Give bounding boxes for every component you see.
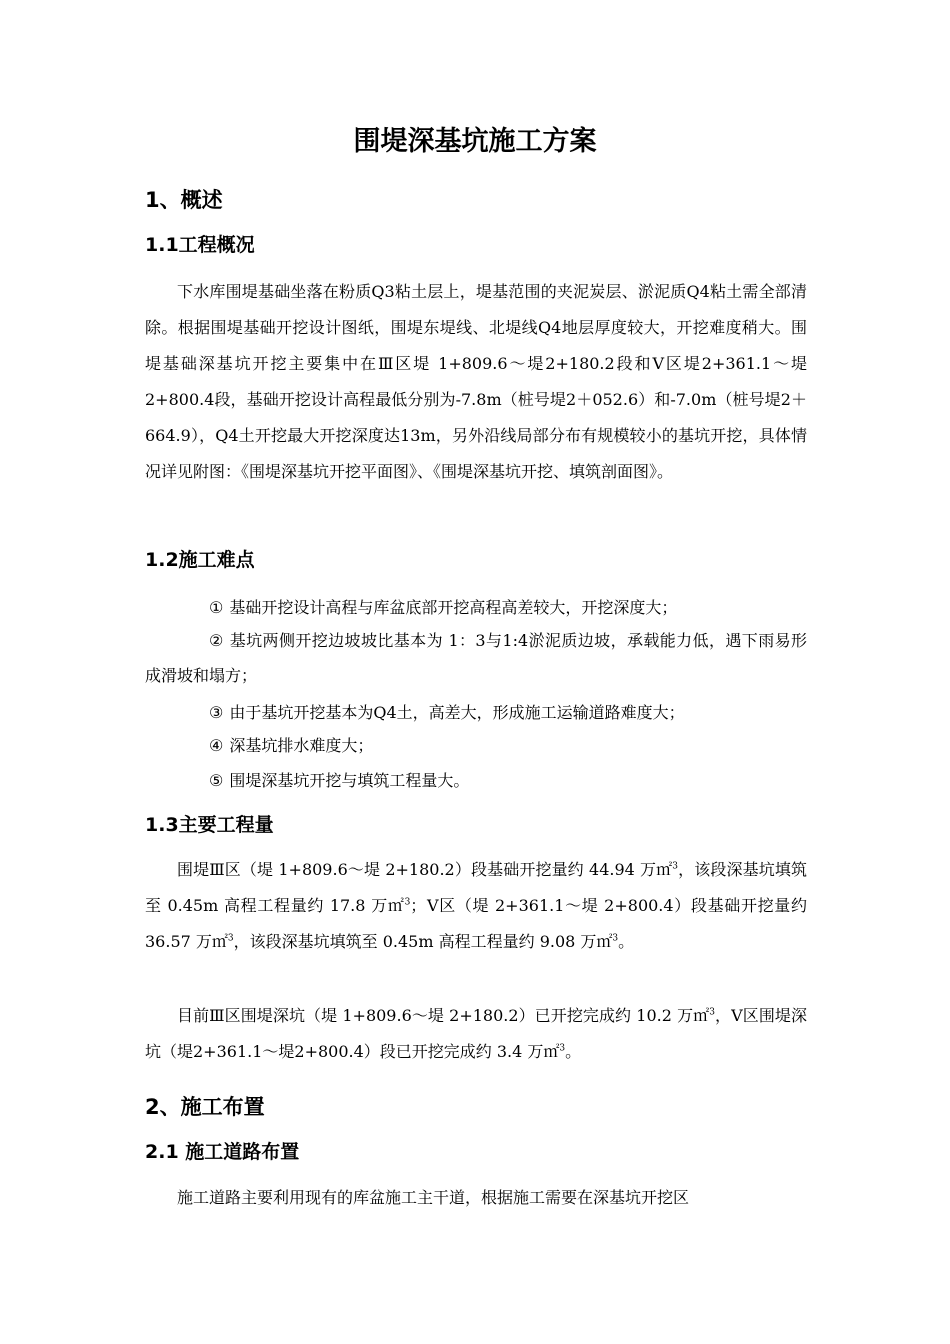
- difficulty-item-5: [145, 763, 807, 798]
- item-number: ⑤: [209, 771, 224, 790]
- section-1-3-heading: 1.3主要工程量: [145, 814, 274, 836]
- difficulty-item-1: [145, 590, 807, 625]
- item-number: ②: [209, 631, 224, 650]
- item-text: 基坑两侧开挖边坡坡比基本为 1：3与1:4淤泥质边坡，承载能力低，遇下雨易形成滑坡和塌方；: [145, 631, 807, 685]
- section-1-1-heading: 1.1工程概况: [145, 234, 255, 256]
- difficulty-item-2: [145, 623, 807, 693]
- section-1-2-heading: 1.2施工难点: [145, 549, 255, 571]
- document-title: 围堤深基坑施工方案: [353, 126, 597, 157]
- section-1-1-paragraph: 下水库围堤基础坐落在粉质Q3粘土层上，堤基范围的夹泥炭层、淤泥质Q4粘土需全部清除。根据围堤基础开挖设计图纸，围堤东堤线、北堤线Q4地层厚度较大，开挖难度稍大。围堤基础深基坑开挖主要集中在Ⅲ区堤 1+809.6～堤2+180.2段和Ⅴ区堤2+361.1～堤2+800.4段，基础开挖设计高程最低分别为-7.8m（桩号堤2＋052.6）和-7.0m（桩号堤2＋664.9），Q4土开挖最大开挖深度达13m，另外沿线局部分布有规模较小的基坑开挖，具体情况详见附图：《围堤深基坑开挖平面图》、《围堤深基坑开挖、填筑剖面图》。: [145, 282, 807, 481]
- section-2-1-heading: 2.1 施工道路布置: [145, 1141, 300, 1163]
- item-text: 由于基坑开挖基本为Q4土，高差大，形成施工运输道路难度大；: [229, 703, 685, 722]
- item-text: 围堤深基坑开挖与填筑工程量大。: [229, 771, 470, 790]
- quantities-paragraph-2: 目前Ⅲ区围堤深坑（堤 1+809.6～堤 2+180.2）已开挖完成约 10.2 万㎡$^3$，Ⅴ区围堤深坑（堤2+361.1～堤2+800.4）段已开挖完成约 3.4 万㎡$^3$。: [145, 1006, 807, 1061]
- quantities-paragraph-1: 围堤Ⅲ区（堤 1+809.6～堤 2+180.2）段基础开挖量约 44.94 万㎡$^3$，该段深基坑填筑至 0.45m 高程工程量约 17.8 万㎡$^3$；Ⅴ区（堤 2+361.1～堤 2+800.4）段基础开挖量约 36.57 万㎡$^3$，该段深基坑填筑至 0.45m 高程工程量约 9.08 万㎡$^3$。: [145, 860, 807, 951]
- difficulty-item-3: [145, 695, 807, 730]
- item-text: 深基坑排水难度大；: [229, 736, 374, 755]
- section-2-1-paragraph: 施工道路主要利用现有的库盆施工主干道，根据施工需要在深基坑开挖区: [177, 1188, 690, 1207]
- difficulty-item-4: [145, 728, 807, 763]
- section-1-heading: 1、概述: [145, 188, 223, 212]
- section-2-heading: 2、施工布置: [145, 1095, 265, 1119]
- item-text: 基础开挖设计高程与库盆底部开挖高程高差较大，开挖深度大；: [229, 598, 678, 617]
- item-number: ③: [209, 703, 224, 722]
- item-number: ①: [209, 598, 224, 617]
- item-number: ④: [209, 736, 224, 755]
